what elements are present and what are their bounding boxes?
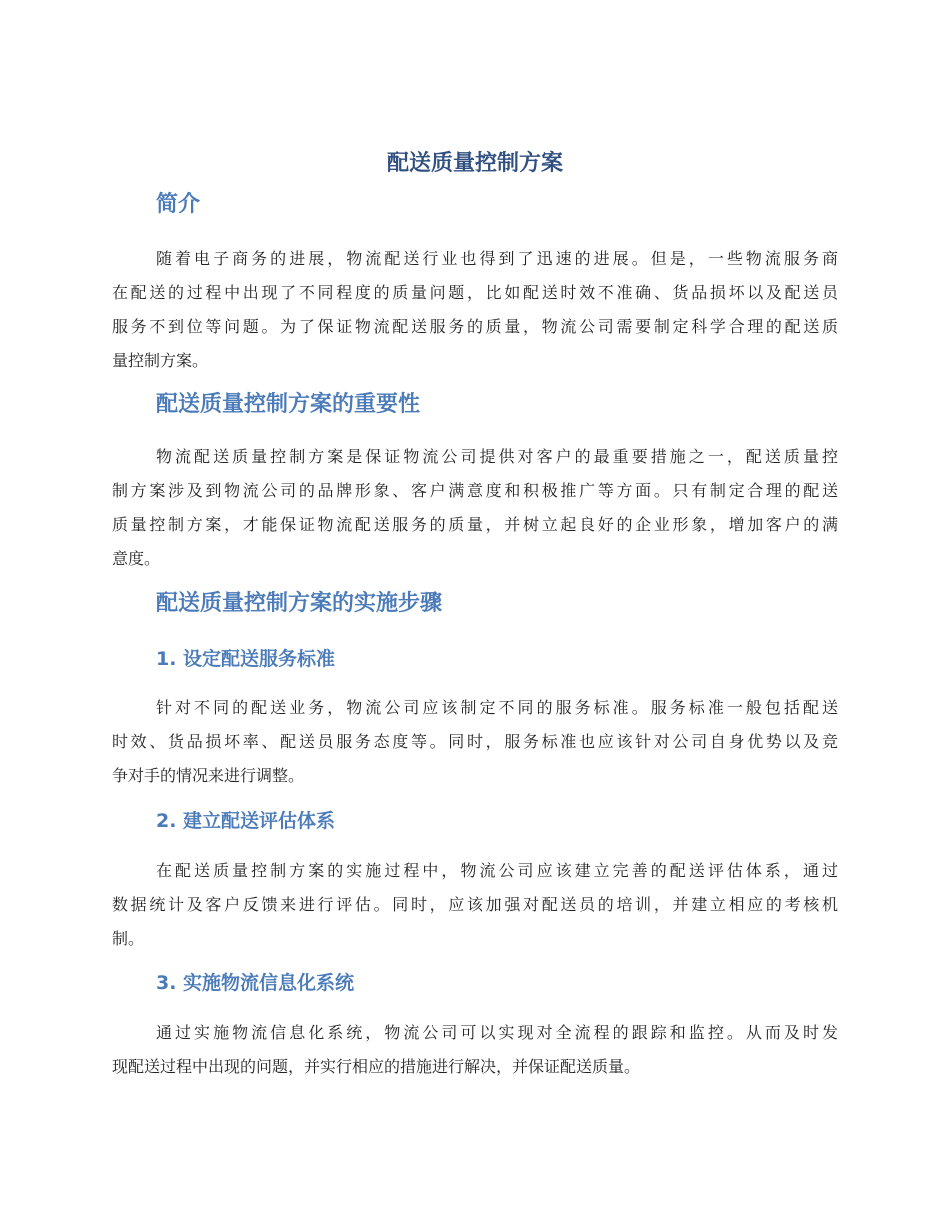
paragraph-line: 时效、货品损坏率、配送员服务态度等。同时，服务标准也应该针对公司自身优势以及竞 [112, 732, 838, 751]
paragraph-line: 通过实施物流信息化系统，物流公司可以实现对全流程的跟踪和监控。从而及时发 [156, 1023, 838, 1042]
paragraph-line: 在配送质量控制方案的实施过程中，物流公司应该建立完善的配送评估体系，通过 [156, 861, 838, 880]
step-heading-1: 1. 设定配送服务标准 [156, 648, 336, 670]
paragraph-line: 针对不同的配送业务，物流公司应该制定不同的服务标准。服务标准一般包括配送 [156, 698, 838, 717]
paragraph-line: 质量控制方案，才能保证物流配送服务的质量，并树立起良好的企业形象，增加客户的满 [112, 515, 838, 534]
paragraph-line: 在配送的过程中出现了不同程度的质量问题，比如配送时效不准确、货品损坏以及配送员 [112, 283, 838, 302]
section-heading-intro: 简介 [156, 192, 201, 217]
step-heading-2: 2. 建立配送评估体系 [156, 810, 336, 832]
paragraph-line: 服务不到位等问题。为了保证物流配送服务的质量，物流公司需要制定科学合理的配送质 [112, 317, 838, 336]
paragraph-line: 随着电子商务的进展，物流配送行业也得到了迅速的进展。但是，一些物流服务商 [156, 249, 838, 268]
document-title: 配送质量控制方案 [386, 151, 563, 176]
step-2-paragraph [112, 854, 838, 956]
importance-paragraph [112, 440, 838, 576]
intro-paragraph [112, 242, 838, 378]
paragraph-line: 量控制方案。 [112, 351, 209, 370]
paragraph-line: 意度。 [112, 549, 161, 568]
step-heading-3: 3. 实施物流信息化系统 [156, 972, 355, 994]
step-1-paragraph [112, 691, 838, 793]
paragraph-line: 制。 [112, 929, 145, 948]
section-heading-steps: 配送质量控制方案的实施步骤 [156, 591, 443, 616]
paragraph-line: 现配送过程中出现的问题，并实行相应的措施进行解决，并保证配送质量。 [112, 1057, 641, 1076]
paragraph-line: 争对手的情况来进行调整。 [112, 766, 305, 785]
paragraph-line: 物流配送质量控制方案是保证物流公司提供对客户的最重要措施之一，配送质量控 [156, 447, 838, 466]
paragraph-line: 数据统计及客户反馈来进行评估。同时，应该加强对配送员的培训，并建立相应的考核机 [112, 895, 838, 914]
section-heading-importance: 配送质量控制方案的重要性 [156, 392, 421, 417]
paragraph-line: 制方案涉及到物流公司的品牌形象、客户满意度和积极推广等方面。只有制定合理的配送 [112, 481, 838, 500]
step-3-paragraph [112, 1016, 838, 1084]
